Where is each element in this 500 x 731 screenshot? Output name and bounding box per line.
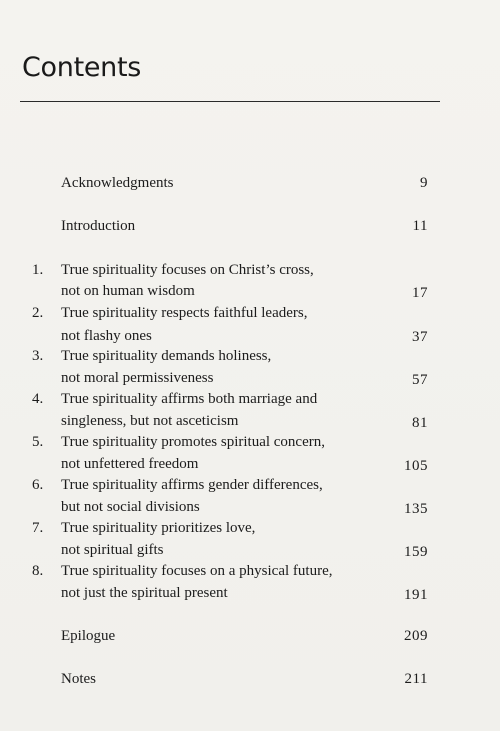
chapter-title-line1: True spirituality focuses on Christ’s cross, (61, 262, 314, 278)
chapter-title-line1: True spirituality respects faithful leaders, (61, 305, 308, 321)
chapter-number: 3. (32, 348, 44, 364)
chapter-number: 6. (32, 477, 44, 493)
entry-title: Introduction (61, 218, 136, 234)
chapter-title-line2: singleness, but not asceticism (61, 413, 239, 429)
entry-page: 135 (404, 501, 428, 517)
title-rule (20, 101, 440, 102)
chapter-title-line2: not just the spiritual present (61, 585, 228, 601)
chapter-title-line2: not spiritual gifts (61, 542, 164, 558)
chapter-number: 4. (32, 391, 44, 407)
chapter-title-line2: but not social divisions (61, 499, 200, 515)
entry-title: Acknowledgments (61, 175, 174, 191)
chapter-title-line2: not unfettered freedom (61, 456, 199, 472)
entry-page: 211 (404, 671, 428, 687)
chapter-title-line1: True spirituality demands holiness, (61, 348, 272, 364)
chapter-title-line1: True spirituality promotes spiritual concern, (61, 434, 325, 450)
entry-title: Notes (61, 671, 96, 687)
entry-page: 11 (412, 218, 428, 234)
entry-page: 105 (404, 458, 428, 474)
chapter-title-line1: True spirituality affirms gender differences, (61, 477, 323, 493)
chapter-title-line1: True spirituality affirms both marriage and (61, 391, 318, 407)
chapter-number: 8. (32, 563, 44, 579)
chapter-title-line1: True spirituality focuses on a physical future, (61, 563, 333, 579)
chapter-number: 5. (32, 434, 44, 450)
entry-page: 159 (404, 544, 428, 560)
entry-title: Epilogue (61, 628, 116, 644)
entry-page: 37 (412, 329, 428, 345)
chapter-title-line1: True spirituality prioritizes love, (61, 520, 256, 536)
chapter-number: 7. (32, 520, 44, 536)
chapter-title-line2: not on human wisdom (61, 283, 195, 299)
chapter-title-line2: not flashy ones (61, 328, 152, 344)
entry-page: 81 (412, 415, 428, 431)
entry-page: 9 (420, 175, 428, 191)
page-title: Contents (22, 52, 142, 83)
chapter-title-line2: not moral permissiveness (61, 370, 214, 386)
chapter-number: 2. (32, 305, 44, 321)
entry-page: 17 (412, 285, 428, 301)
entry-page: 191 (404, 587, 428, 603)
entry-page: 209 (404, 628, 428, 644)
chapter-number: 1. (32, 262, 44, 278)
entry-page: 57 (412, 372, 428, 388)
